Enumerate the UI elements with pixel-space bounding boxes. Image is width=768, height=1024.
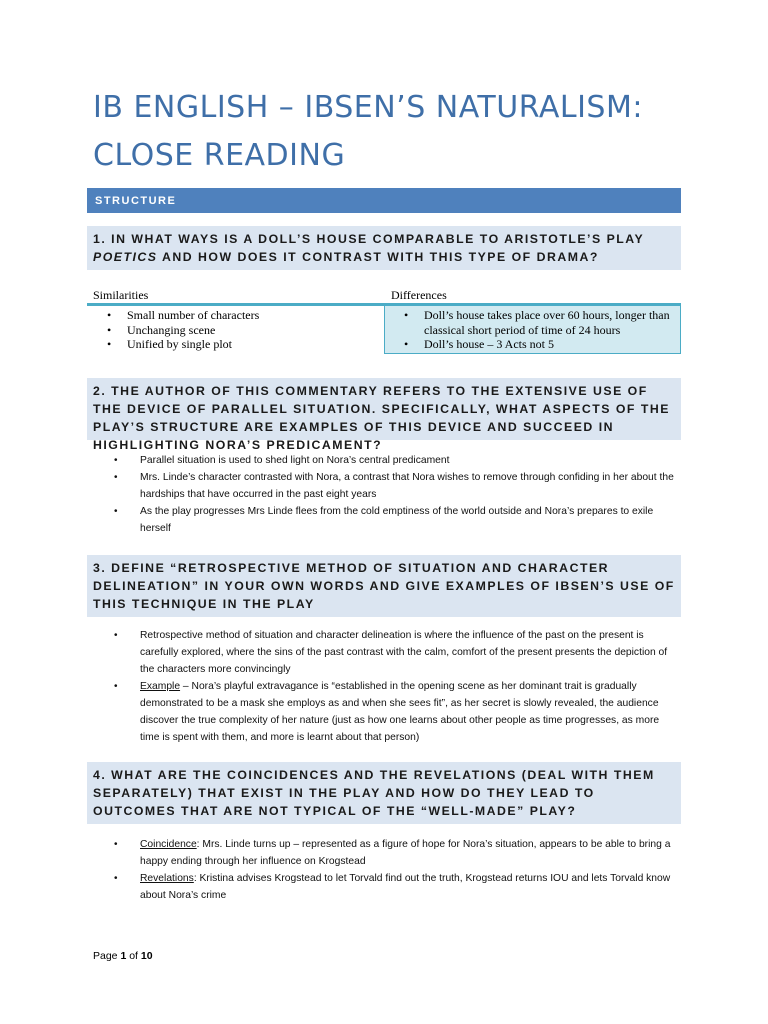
question-1-italic: POETICS bbox=[93, 250, 158, 264]
revelations-label: Revelations bbox=[140, 873, 194, 884]
section-heading-structure: STRUCTURE bbox=[87, 188, 681, 213]
answer-item: • Retrospective method of situation and character delineation is where the influence of the past on the present is carefully explored, where the sins of the past contrast with the calm, comfort of the present presents the depiction of the characters more convincingly bbox=[114, 627, 674, 678]
question-1-text-b: AND HOW DOES IT CONTRAST WITH THIS TYPE OF DRAMA? bbox=[157, 250, 599, 264]
page-footer bbox=[93, 950, 153, 962]
difference-item: • Doll’s house takes place over 60 hours, longer than classical short period of time of 24 hours bbox=[390, 308, 675, 337]
footer-page-word: Page bbox=[93, 950, 121, 962]
footer-current-page: 1 bbox=[120, 950, 127, 962]
answer-item: • As the play progresses Mrs Linde flees from the cold emptiness of the world outside and Nora’s prepares to exile herself bbox=[114, 503, 674, 537]
difference-item: • Doll’s house – 3 Acts not 5 bbox=[390, 337, 675, 352]
question-3-answers bbox=[114, 627, 674, 746]
footer-of-word: of bbox=[126, 950, 141, 962]
differences-header: Differences bbox=[391, 288, 447, 302]
revelations-text: : Kristina advises Krogstead to let Torvald find out the truth, Krogstead returns IOU and lets Torvald know about Nora’s crime bbox=[140, 873, 671, 901]
answer-item bbox=[114, 870, 674, 904]
question-2-answers bbox=[114, 452, 674, 537]
question-3: 3. DEFINE “RETROSPECTIVE METHOD OF SITUATION AND CHARACTER DELINEATION” IN YOUR OWN WORDS AND GIVE EXAMPLES OF IBSEN’S USE OF THIS TECHNIQUE IN THE PLAY bbox=[87, 555, 681, 617]
differences-list bbox=[390, 308, 675, 352]
coincidence-text: : Mrs. Linde turns up – represented as a figure of hope for Nora’s situation, appears to be able to bring a happy ending through her influence on Krogstead bbox=[140, 839, 671, 867]
coincidence-label: Coincidence bbox=[140, 839, 197, 850]
answer-item: • Parallel situation is used to shed light on Nora’s central predicament bbox=[114, 452, 674, 469]
footer-total-pages: 10 bbox=[140, 950, 153, 962]
similarity-item: • Small number of characters bbox=[93, 308, 373, 323]
question-2: 2. THE AUTHOR OF THIS COMMENTARY REFERS TO THE EXTENSIVE USE OF THE DEVICE OF PARALLEL SITUATION. SPECIFICALLY, WHAT ASPECTS OF THE PLAY’S STRUCTURE ARE EXAMPLES OF THIS DEVICE AND SUCCEED IN HIGHLIGHTING NORA’S PREDICAMENT? bbox=[87, 378, 681, 440]
question-4: 4. WHAT ARE THE COINCIDENCES AND THE REVELATIONS (DEAL WITH THEM SEPARATELY) THAT EXIST IN THE PLAY AND HOW DO THEY LEAD TO OUTCOMES THAT ARE NOT TYPICAL OF THE “WELL-MADE” PLAY? bbox=[87, 762, 681, 824]
answer-item bbox=[114, 836, 674, 870]
similarities-list bbox=[93, 308, 373, 352]
similarities-header: Similarities bbox=[93, 288, 149, 302]
title-line-1: IB ENGLISH – IBSEN’S NATURALISM: bbox=[93, 90, 643, 125]
example-text: – Nora’s playful extravagance is “established in the opening scene as her dominant trait is gradually demonstrated to be a mask she employs as and when she sees fit”, as her secret is slowly revealed, the audience discover the true complexity of her nature (just as how one learns about other people as time progresses, as more time is spent with them, and more is learnt about that person) bbox=[140, 681, 660, 743]
answer-item: • Mrs. Linde’s character contrasted with Nora, a contrast that Nora wishes to remove through confiding in her about the hardships that have occurred in the past eight years bbox=[114, 469, 674, 503]
similarity-item: • Unchanging scene bbox=[93, 323, 373, 338]
question-1 bbox=[87, 226, 681, 270]
comparison-table bbox=[87, 288, 681, 366]
question-1-text-a: 1. IN WHAT WAYS IS A DOLL’S HOUSE COMPARABLE TO ARISTOTLE’S PLAY bbox=[93, 232, 645, 246]
title-line-2: CLOSE READING bbox=[93, 138, 346, 173]
example-label: Example bbox=[140, 681, 181, 692]
answer-item bbox=[114, 678, 674, 746]
document-title bbox=[93, 84, 693, 180]
similarity-item: • Unified by single plot bbox=[93, 337, 373, 352]
question-4-answers bbox=[114, 836, 674, 904]
